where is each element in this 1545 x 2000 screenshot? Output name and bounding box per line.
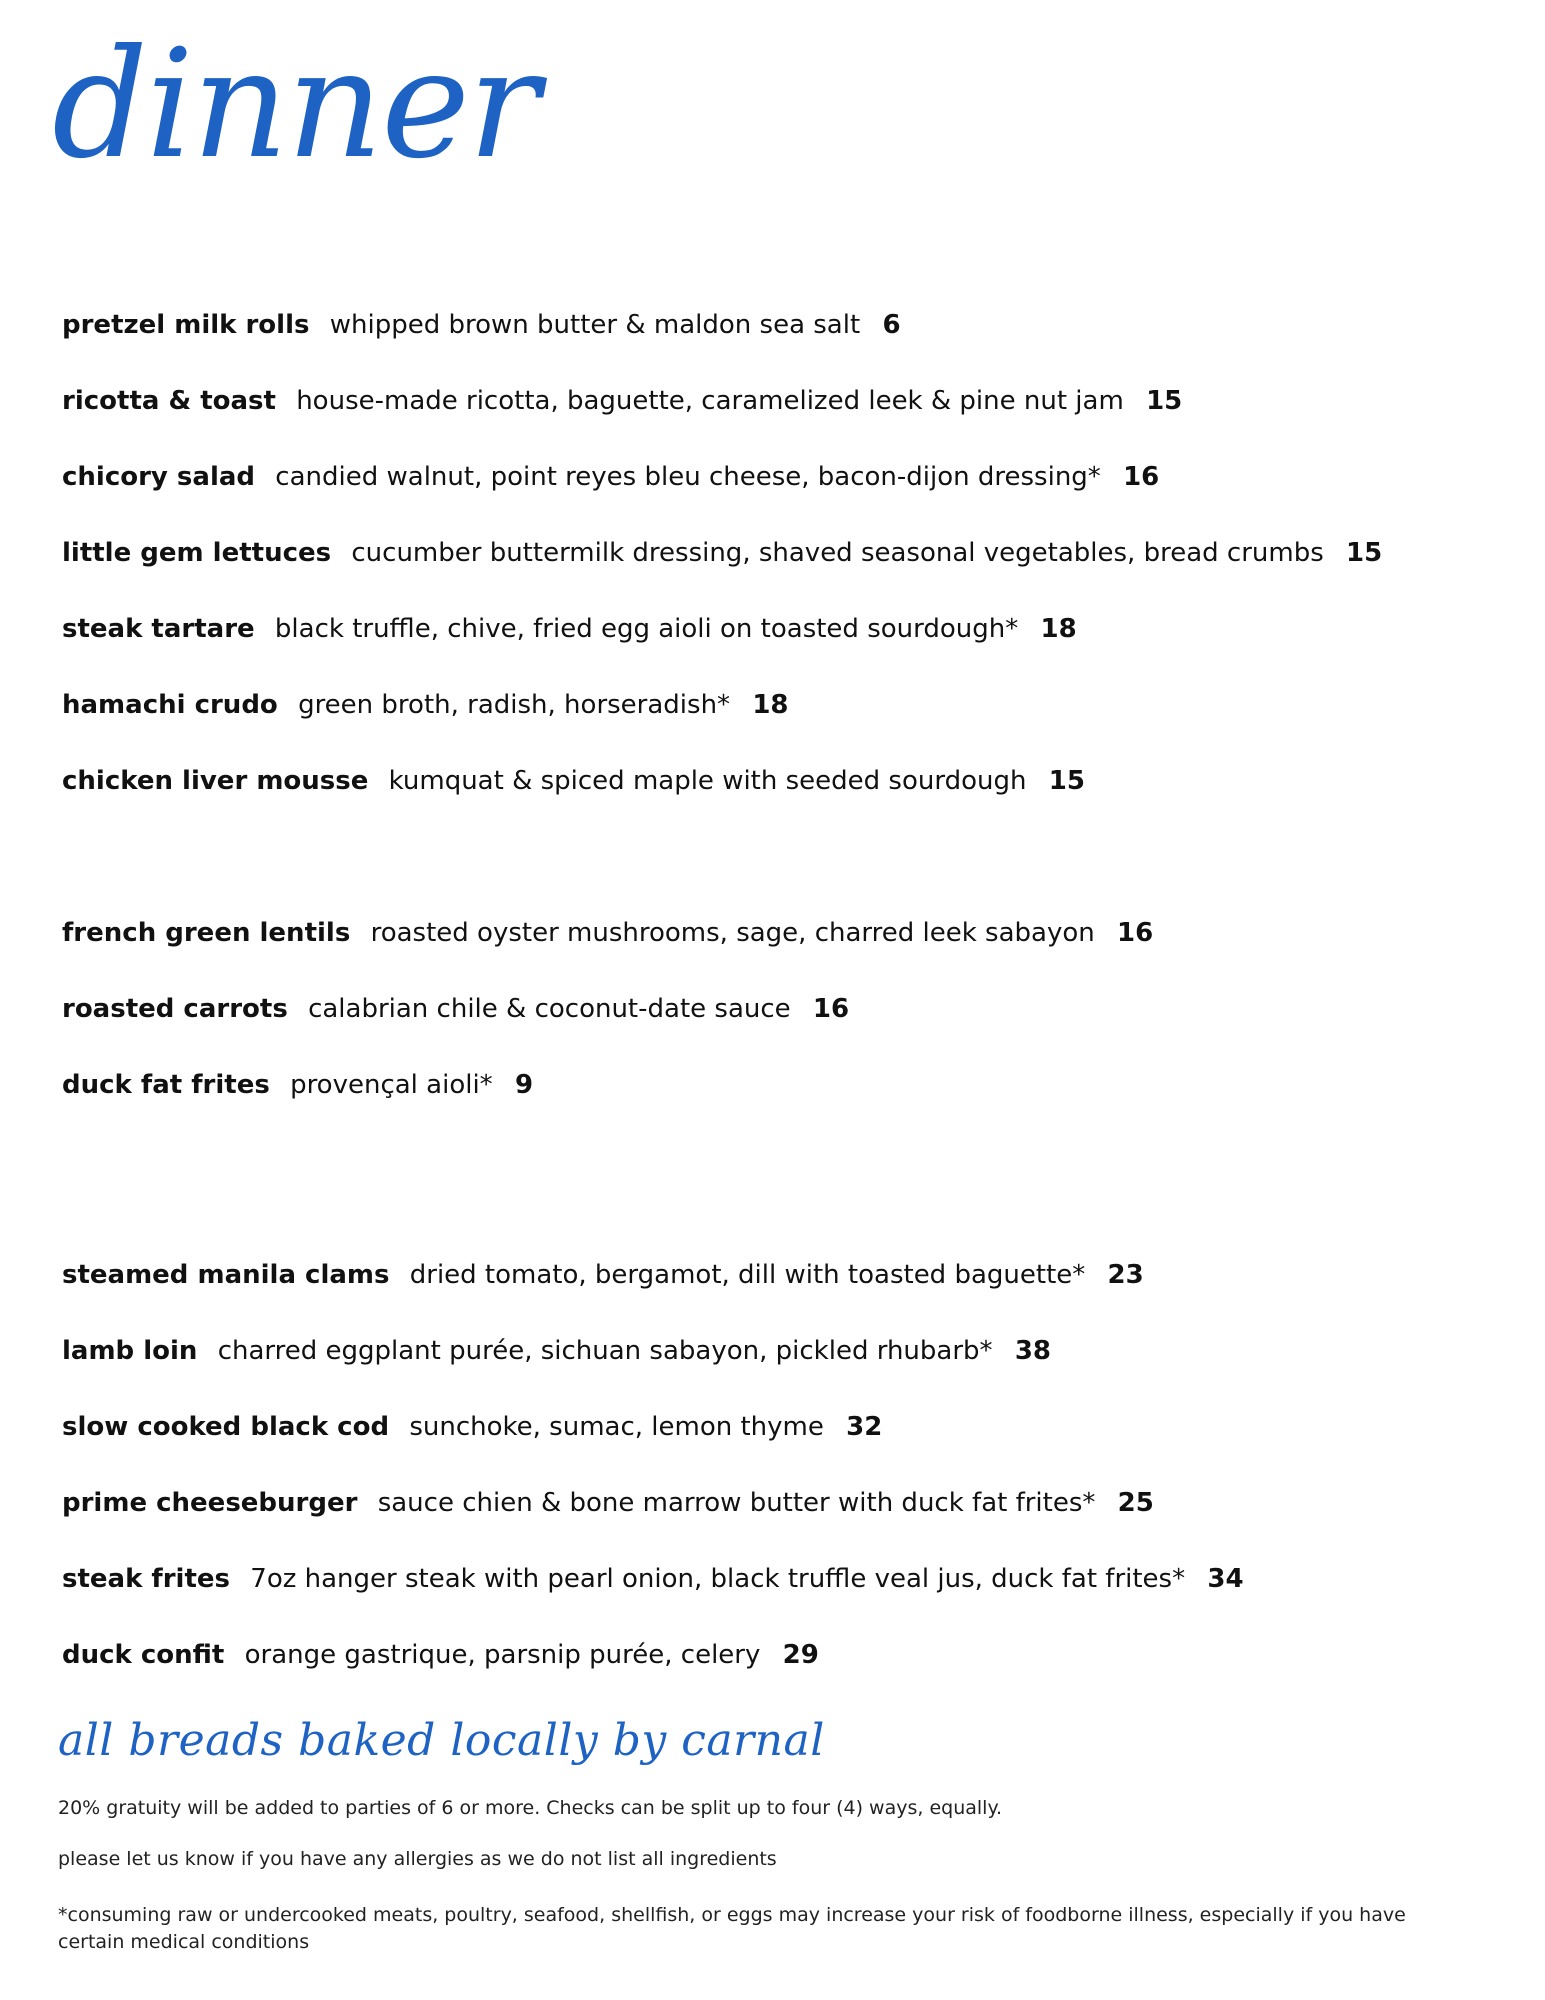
item-name: steamed manila clams (62, 1260, 390, 1290)
item-description: sauce chien & bone marrow butter with duck fat frites* (377, 1488, 1096, 1518)
item-name: roasted carrots (62, 994, 288, 1024)
menu-section-starters (62, 312, 1512, 844)
menu-item (62, 920, 1512, 996)
item-price: 34 (1207, 1564, 1244, 1594)
item-price: 18 (752, 690, 789, 720)
item-name: steak frites (62, 1564, 231, 1594)
item-description: whipped brown butter & maldon sea salt (329, 310, 861, 340)
menu-section-sides (62, 920, 1512, 1148)
gratuity-note: 20% gratuity will be added to parties of 6 or more. Checks can be split up to four (4) ways, equally. (58, 1797, 1003, 1819)
menu-item (62, 1072, 1512, 1148)
menu-item (62, 464, 1512, 540)
item-description: 7oz hanger steak with pearl onion, black truffle veal jus, duck fat frites* (250, 1564, 1186, 1594)
menu-item (62, 616, 1512, 692)
menu-item (62, 388, 1512, 464)
item-price: 23 (1107, 1260, 1144, 1290)
menu-item (62, 1490, 1512, 1566)
item-price: 6 (882, 310, 901, 340)
item-description: sunchoke, sumac, lemon thyme (409, 1412, 824, 1442)
item-price: 16 (1123, 462, 1160, 492)
item-price: 18 (1040, 614, 1077, 644)
item-name: slow cooked black cod (62, 1412, 390, 1442)
item-name: ricotta & toast (62, 386, 276, 416)
allergy-note: please let us know if you have any allergies as we do not list all ingredients (58, 1848, 777, 1870)
item-name: pretzel milk rolls (62, 310, 310, 340)
menu-item (62, 1566, 1512, 1642)
item-price: 9 (514, 1070, 534, 1100)
item-name: little gem lettuces (62, 538, 332, 568)
item-name: hamachi crudo (62, 690, 278, 720)
item-name: chicken liver mousse (62, 766, 369, 796)
item-name: french green lentils (62, 918, 351, 948)
item-price: 29 (782, 1640, 819, 1670)
menu-item (62, 312, 1512, 388)
item-name: duck confit (62, 1640, 225, 1670)
menu-item (62, 1338, 1512, 1414)
menu-item (62, 1414, 1512, 1490)
item-price: 25 (1117, 1488, 1154, 1518)
item-name: steak tartare (62, 614, 255, 644)
bread-tagline: all breads baked locally by carnal (58, 1715, 825, 1766)
item-description: kumquat & spiced maple with seeded sourdough (388, 766, 1027, 796)
menu-item (62, 540, 1512, 616)
menu-item (62, 996, 1512, 1072)
item-description: charred eggplant purée, sichuan sabayon, pickled rhubarb* (217, 1336, 993, 1366)
item-price: 32 (846, 1412, 883, 1442)
item-description: orange gastrique, parsnip purée, celery (244, 1640, 761, 1670)
menu-section-mains (62, 1262, 1512, 1718)
menu-item (62, 1642, 1512, 1718)
item-description: calabrian chile & coconut-date sauce (308, 994, 791, 1024)
health-warning-note: *consuming raw or undercooked meats, poultry, seafood, shellfish, or eggs may increase your risk of foodborne illness, especially if you have certain medical conditions (58, 1904, 1406, 1953)
item-price: 15 (1048, 766, 1085, 796)
item-description: roasted oyster mushrooms, sage, charred leek sabayon (370, 918, 1095, 948)
item-name: lamb loin (62, 1336, 198, 1366)
item-price: 16 (812, 994, 850, 1024)
menu-title: dinner (52, 18, 538, 192)
item-name: prime cheeseburger (62, 1488, 358, 1518)
item-name: chicory salad (62, 462, 256, 492)
item-description: green broth, radish, horseradish* (298, 690, 731, 720)
item-description: candied walnut, point reyes bleu cheese, bacon-dijon dressing* (275, 462, 1101, 492)
item-description: dried tomato, bergamot, dill with toasted baguette* (409, 1260, 1086, 1290)
item-description: cucumber buttermilk dressing, shaved seasonal vegetables, bread crumbs (351, 538, 1324, 568)
item-name: duck fat frites (62, 1070, 270, 1100)
item-description: black truffle, chive, fried egg aioli on toasted sourdough* (274, 614, 1019, 644)
item-price: 15 (1346, 538, 1383, 568)
item-price: 38 (1014, 1336, 1051, 1366)
item-price: 15 (1146, 386, 1183, 416)
item-description: provençal aioli* (290, 1070, 493, 1100)
menu-item (62, 768, 1512, 844)
menu-item (62, 692, 1512, 768)
item-description: house-made ricotta, baguette, caramelized leek & pine nut jam (296, 386, 1124, 416)
menu-item (62, 1262, 1512, 1338)
item-price: 16 (1117, 918, 1154, 948)
